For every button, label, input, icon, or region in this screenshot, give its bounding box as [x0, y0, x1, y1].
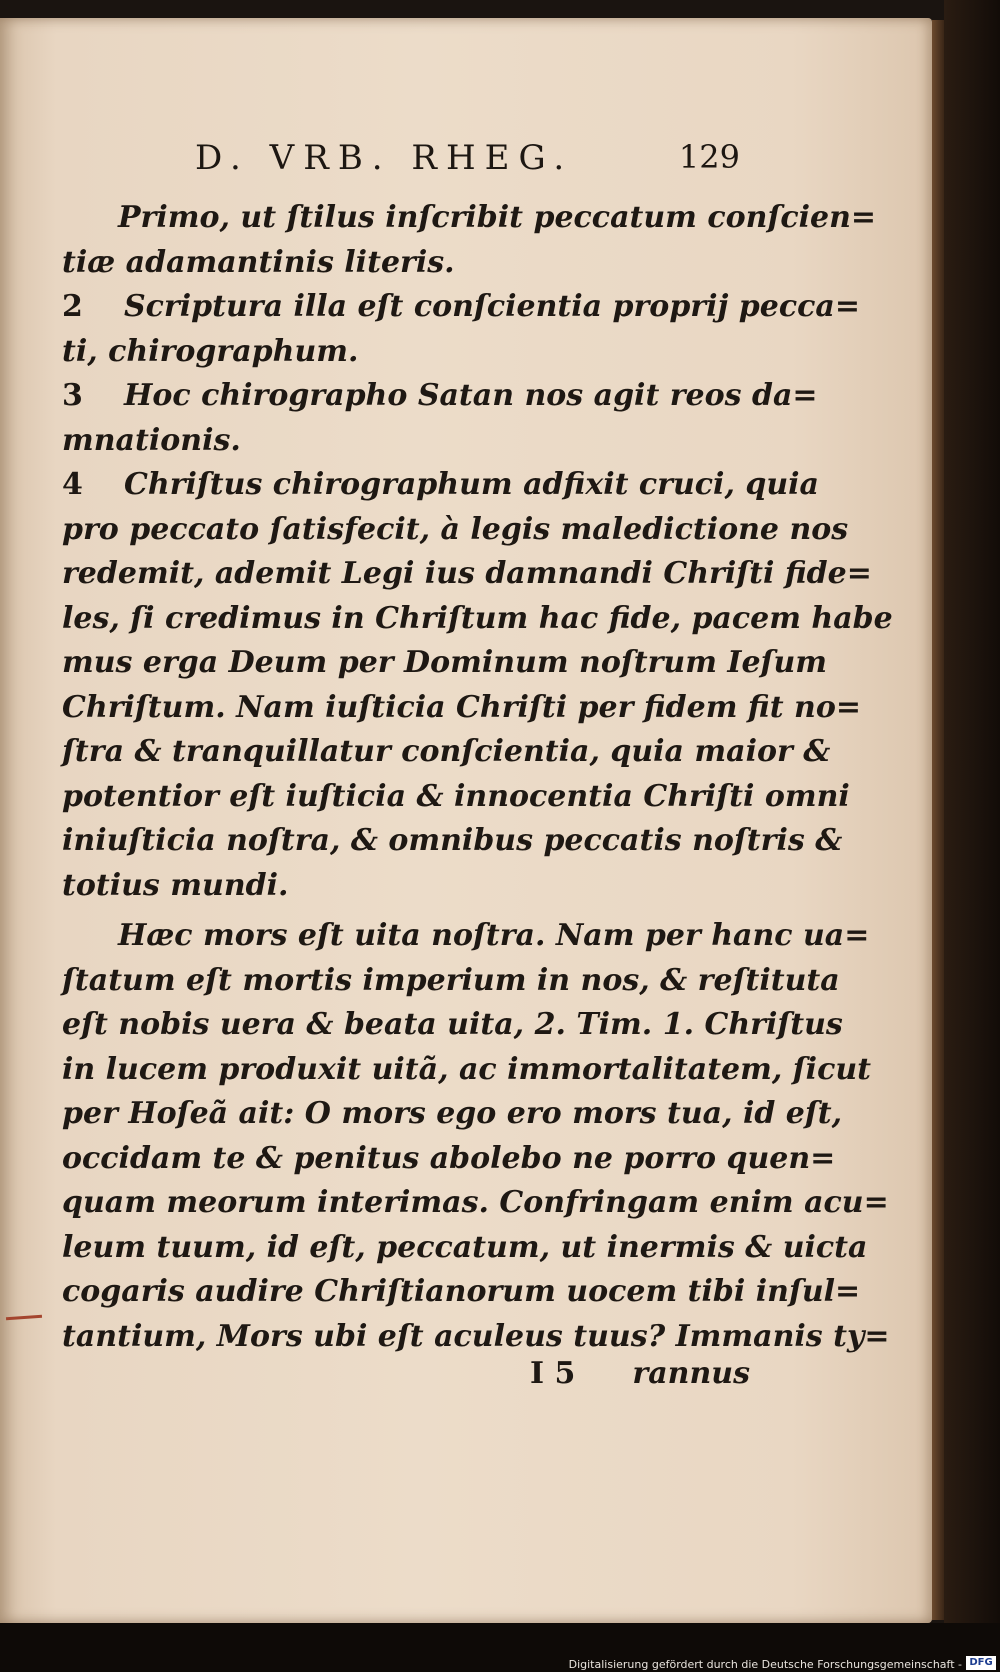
text-line — [62, 1270, 861, 1315]
text-line — [62, 463, 819, 508]
line-text: iniuſticia noſtra, & omnibus peccatis noſtris & — [62, 823, 843, 858]
line-text: tantium, Mors ubi eſt aculeus tuus? Immanis ty= — [62, 1318, 890, 1354]
text-line — [62, 864, 748, 909]
text-line — [62, 914, 870, 959]
line-text: mus erga Deum per Dominum noſtrum Ieſum — [62, 645, 827, 680]
text-line — [62, 508, 849, 553]
text-line — [62, 196, 877, 241]
line-text: ſtra & tranquillatur conſcientia, quia maior & — [62, 734, 831, 769]
running-head-title: D. VRB. RHEG. — [195, 138, 574, 178]
line-text: leum tuum, id eſt, peccatum, ut inermis & uicta — [62, 1229, 868, 1265]
line-text: Chriſtum. Nam iuſticia Chriſti per fidem fit no= — [62, 689, 861, 725]
text-line — [62, 285, 860, 330]
page-number: 129 — [678, 138, 740, 176]
line-text: eſt nobis uera & beata uita, 2. Tim. 1. Chriſtus — [62, 1007, 843, 1042]
signature-mark: I 5 — [530, 1356, 576, 1391]
line-text: per Hoſeã ait: O mors ego ero mors tua, id eſt, — [62, 1096, 843, 1131]
line-text: ti, chirographum. — [62, 333, 359, 369]
text-line — [62, 597, 893, 642]
digitization-credit: Digitalisierung gefördert durch die Deutsche Forschungsgemeinschaft - — [568, 1658, 962, 1671]
line-text: Primo, ut ſtilus inſcribit peccatum conſcien= — [118, 200, 877, 235]
text-line — [62, 1137, 836, 1182]
text-line — [62, 374, 818, 419]
text-line — [62, 775, 850, 820]
line-text: quam meorum interimas. Confringam enim acu= — [62, 1185, 889, 1220]
line-text: redemit, ademit Legi ius damnandi Chriſti fide= — [62, 556, 872, 591]
text-line — [62, 241, 748, 286]
page-edge-shadow — [932, 20, 944, 1620]
text-line — [62, 1048, 872, 1093]
text-line — [62, 1315, 890, 1360]
catchword: rannus — [632, 1356, 750, 1391]
line-text: ſtatum eſt mortis imperium in nos, & reſtituta — [62, 962, 840, 998]
line-text: mnationis. — [62, 422, 241, 458]
numbered-points — [62, 196, 893, 908]
book-fore-edge — [944, 0, 1000, 1640]
point-number: 3 — [62, 378, 83, 413]
text-line — [62, 959, 840, 1004]
text-line — [62, 686, 861, 731]
line-text: tiæ adamantinis literis. — [62, 244, 455, 280]
text-line — [62, 1226, 868, 1271]
page-footer — [530, 1356, 750, 1400]
line-text: Hæc mors eſt uita noſtra. Nam per hanc ua= — [118, 918, 870, 953]
line-text: pro peccato ſatisfecit, à legis maledictione nos — [62, 511, 849, 547]
point-number: 4 — [62, 467, 83, 502]
line-text: in lucem produxit uitã, ac immortalitatem, ſicut — [62, 1051, 872, 1087]
text-line — [62, 641, 827, 686]
line-text: Scriptura illa eſt conſcientia proprij pecca= — [124, 289, 860, 324]
line-text: occidam te & penitus abolebo ne porro quen= — [62, 1140, 836, 1176]
text-line — [62, 1003, 843, 1048]
text-line — [62, 1181, 889, 1226]
second-paragraph — [62, 914, 890, 1359]
text-line — [62, 1092, 843, 1137]
line-text: Hoc chirographo Satan nos agit reos da= — [124, 378, 818, 413]
line-text: cogaris audire Chriſtianorum uocem tibi inſul= — [62, 1274, 861, 1309]
line-text: les, ſi credimus in Chriſtum hac fide, pacem habe — [62, 600, 893, 636]
line-text: Chriſtus chirographum adfixit cruci, quia — [124, 467, 819, 502]
line-text: potentior eſt iuſticia & innocentia Chriſti omni — [62, 778, 850, 814]
line-text: totius mundi. — [62, 867, 289, 903]
text-line — [62, 730, 831, 775]
text-line — [62, 419, 748, 464]
running-head — [195, 138, 740, 188]
text-line — [62, 552, 872, 597]
dfg-logo: DFG — [966, 1656, 996, 1670]
text-line — [62, 819, 843, 864]
main-text-block — [62, 196, 893, 1359]
text-line — [62, 330, 748, 375]
point-number: 2 — [62, 289, 83, 324]
